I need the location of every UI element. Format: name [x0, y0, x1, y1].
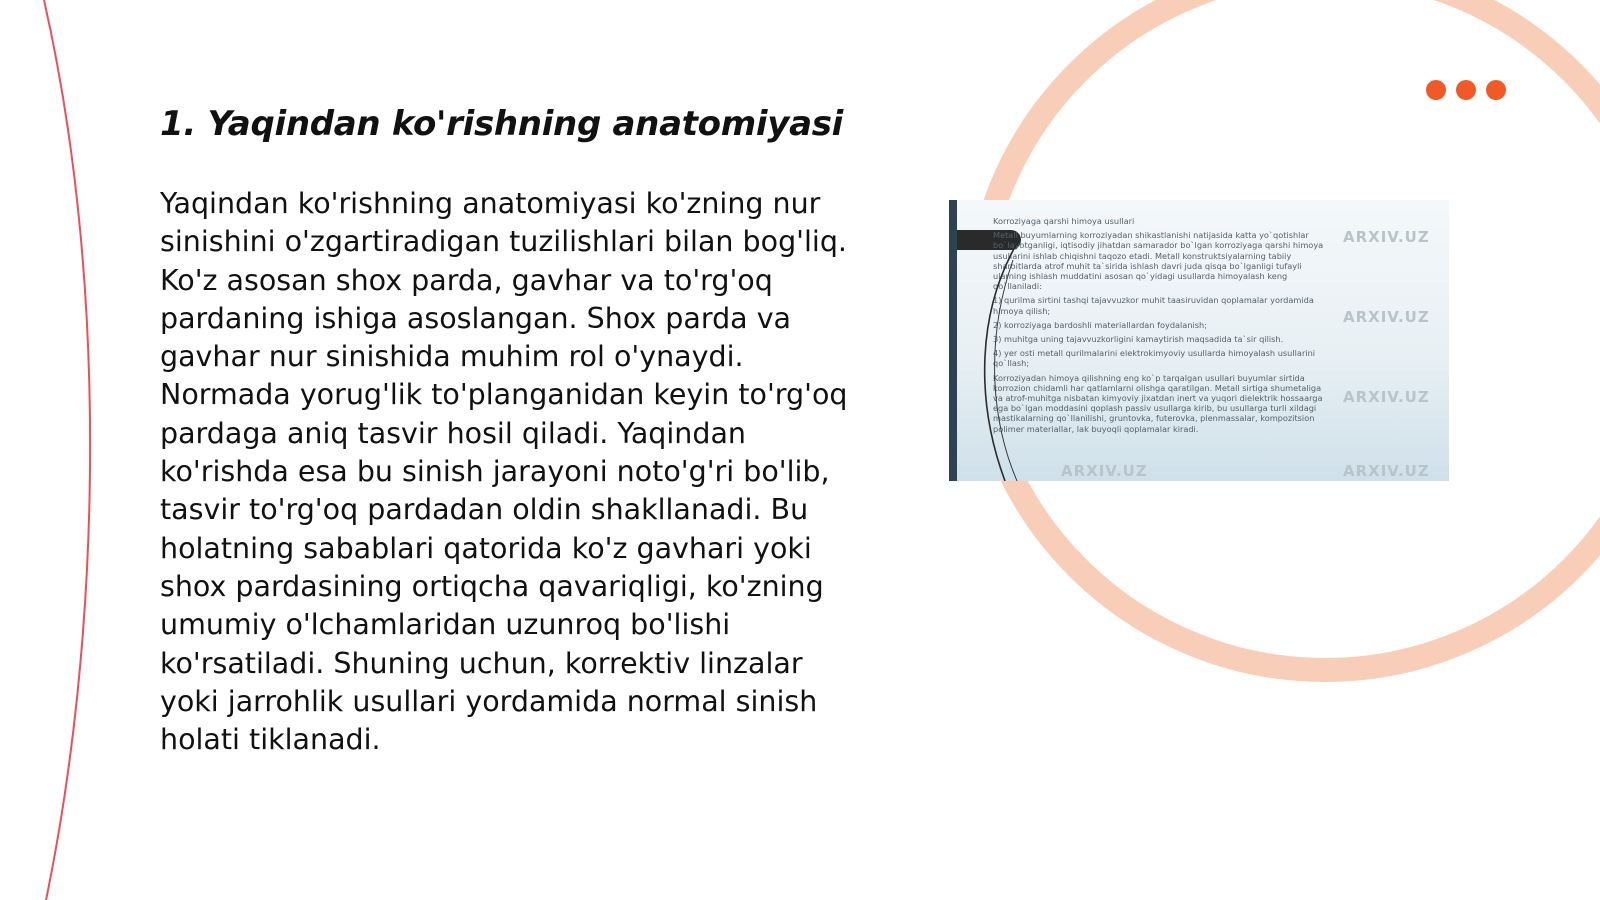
thumbnail-line: 1) qurilma sirtini tashqi tajavvuzkor muhit taasiruvidan qoplamalar yordamida himoya qilish; — [993, 295, 1314, 316]
left-curve-line — [44, 0, 90, 900]
dot-2 — [1456, 80, 1476, 100]
thumbnail-watermark: ARXIV.UZ — [1343, 308, 1430, 326]
thumbnail-line: 3) muhitga uning tajavvuzkorligini kamaytirish maqsadida ta`sir qilish. — [993, 334, 1284, 345]
dot-1 — [1426, 80, 1446, 100]
thumbnail-curve-overlay — [957, 200, 1449, 481]
thumbnail-curve-line — [985, 240, 1019, 481]
thumbnail-line: Metall buyumlarning korroziyadan shikastlanishi natijasida katta yo`qotishlar bo`layotganligi, iqtisodiy jihatdan samarador bo`lgan korroziyaga qarshi himoya usullarini ishlab chiqishni taqozo etadi. Metall konstruktsiyalarning tabiiy sharoitlarda atrof muhit ta`sirida ishlash davri juda qisqa bo`lganligi tufayli ularning ishlash muddatini asosan qo`yidagi usullarda himoyalash keng qo`llaniladi: — [993, 230, 1324, 292]
thumbnail-watermark: ARXIV.UZ — [1343, 388, 1430, 406]
document-thumbnail-image — [949, 200, 1449, 481]
thumbnail-watermark: ARXIV.UZ — [1343, 228, 1430, 246]
slide-body-text: Yaqindan ko'rishning anatomiyasi ko'zning nur sinishini o'zgartiradigan tuzilishlari bilan bog'liq. Ko'z asosan shox parda, gavhar va to'rg'oq pardaning ishiga asoslangan. Shox parda va gavhar nur sinishida muhim rol o'ynaydi. Normada yorug'lik to'planganidan keyin to'rg'oq pardaga aniq tasvir hosil qiladi. Yaqindan ko'rishda esa bu sinish jarayoni noto'g'ri bo'lib, tasvir to'rg'oq pardadan oldin shakllanadi. Bu holatning sabablari qatorida ko'z gavhari yoki shox pardasining ortiqcha qavariqligi, ko'zning umumiy o'lchamlaridan uzunroq bo'lishi ko'rsatiladi. Shuning uchun, korrektiv linzalar yoki jarrohlik usullari yordamida normal sinish holati tiklanadi. — [160, 187, 848, 757]
thumbnail-curve-line — [995, 260, 1017, 481]
thumbnail-line: Korroziyaga qarshi himoya usullari — [993, 216, 1135, 226]
thumbnail-line: 2) korroziyaga bardoshli materiallardan foydalanish; — [993, 319, 1207, 330]
thumbnail-line: Korroziyadan himoya qilishning eng ko`p tarqalgan usullari buyumlar sirtida korrozion chidamli har qatlamlarni olishga qaratilgan. Metall sirtiga shumetaliga va atrof-muhitga nisbatan kimyoviy jixatdan inert va yuqori dielektrik hossaarga ega bo`lgan moddasini qoplash passiv usullarga kirib, bu usullarga turli xildagi mastikalarning qo`llanilishi, gruntovka, futerovka, plenmassalar, kompozitsion polimer materiallar, lak buyoqli qoplamalar kiradi. — [993, 372, 1323, 434]
decorative-dots — [1426, 80, 1506, 100]
thumbnail-watermark: ARXIV.UZ — [1343, 462, 1430, 480]
dot-3 — [1486, 80, 1506, 100]
slide-title: 1. Yaqindan ko'rishning anatomiyasi — [160, 104, 844, 144]
thumbnail-line: 4) yer osti metall qurilmalarini elektrokimyoviy usullarda himoyalash usullarini qo`llash; — [993, 348, 1316, 369]
thumbnail-watermark: ARXIV.UZ — [1061, 462, 1148, 480]
